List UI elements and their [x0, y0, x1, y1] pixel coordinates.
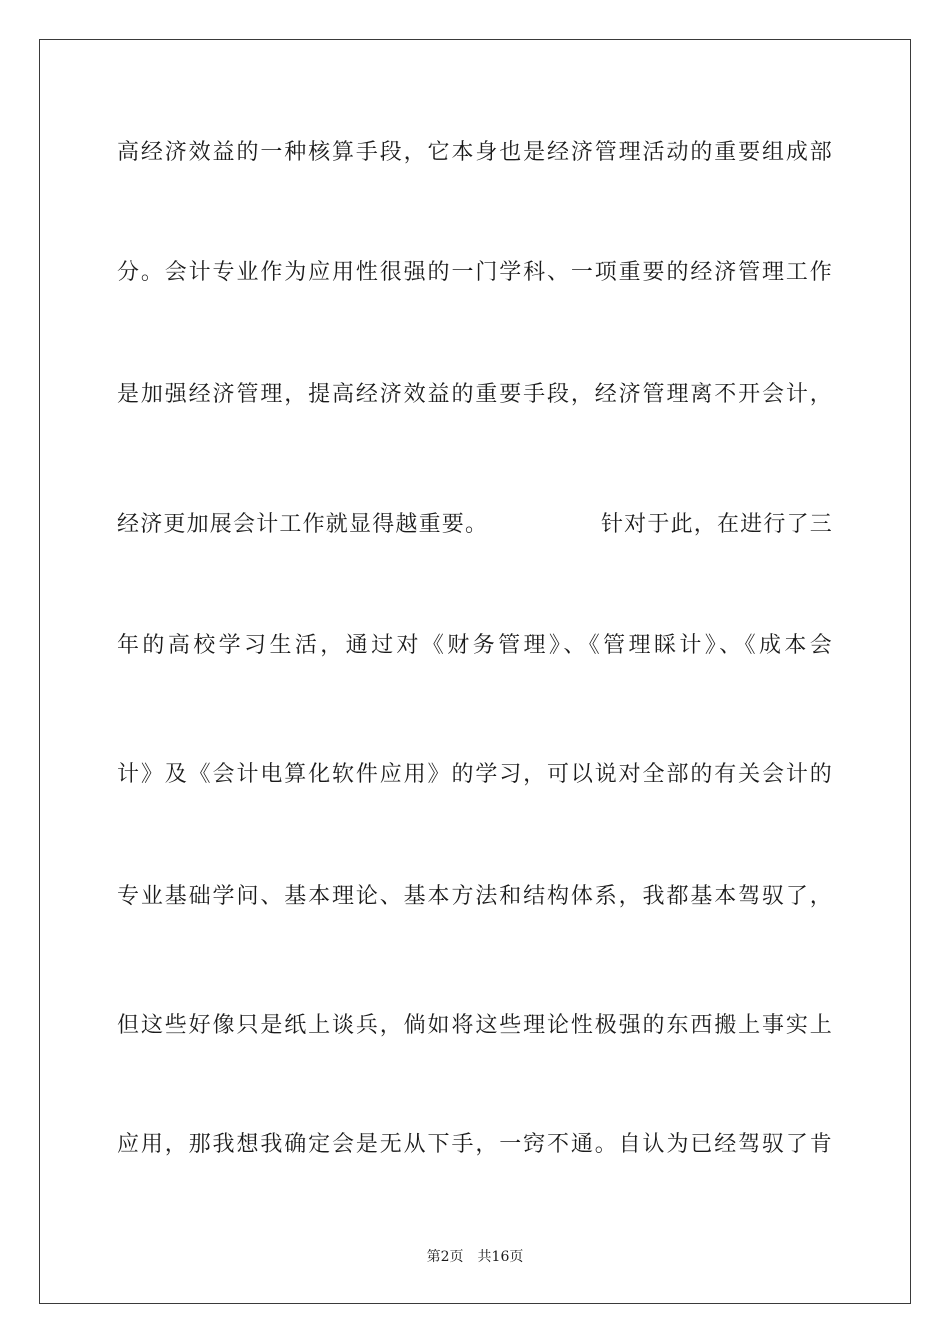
text-line: 专业基础学问、基本理论、基本方法和结构体系，我都基本驾驭了， [117, 884, 833, 909]
text-line: 计》及《会计电算化软件应用》的学习，可以说对全部的有关会计的 [117, 762, 833, 787]
text-segment: 针对于此，在进行了三 [600, 512, 833, 537]
page-border [39, 39, 911, 1304]
page-total: 共16页 [477, 1249, 524, 1265]
page-number: 第2页 [426, 1249, 464, 1265]
page-footer [0, 1248, 950, 1266]
text-segment: 经济更加展会计工作就显得越重要。 [117, 512, 489, 537]
text-line: 高经济效益的一种核算手段，它本身也是经济管理活动的重要组成部 [117, 140, 833, 165]
text-line: 年的高校学习生活，通过对《财务管理》、《管理睬计》、《成本会 [117, 633, 833, 658]
text-line: 但这些好像只是纸上谈兵，倘如将这些理论性极强的东西搬上事实上 [117, 1013, 833, 1038]
text-line: 分。会计专业作为应用性很强的一门学科、一项重要的经济管理工作 [117, 260, 833, 285]
text-line: 应用，那我想我确定会是无从下手，一窍不通。自认为已经驾驭了肯 [117, 1132, 833, 1157]
text-line: 是加强经济管理，提高经济效益的重要手段，经济管理离不开会计， [117, 382, 833, 407]
